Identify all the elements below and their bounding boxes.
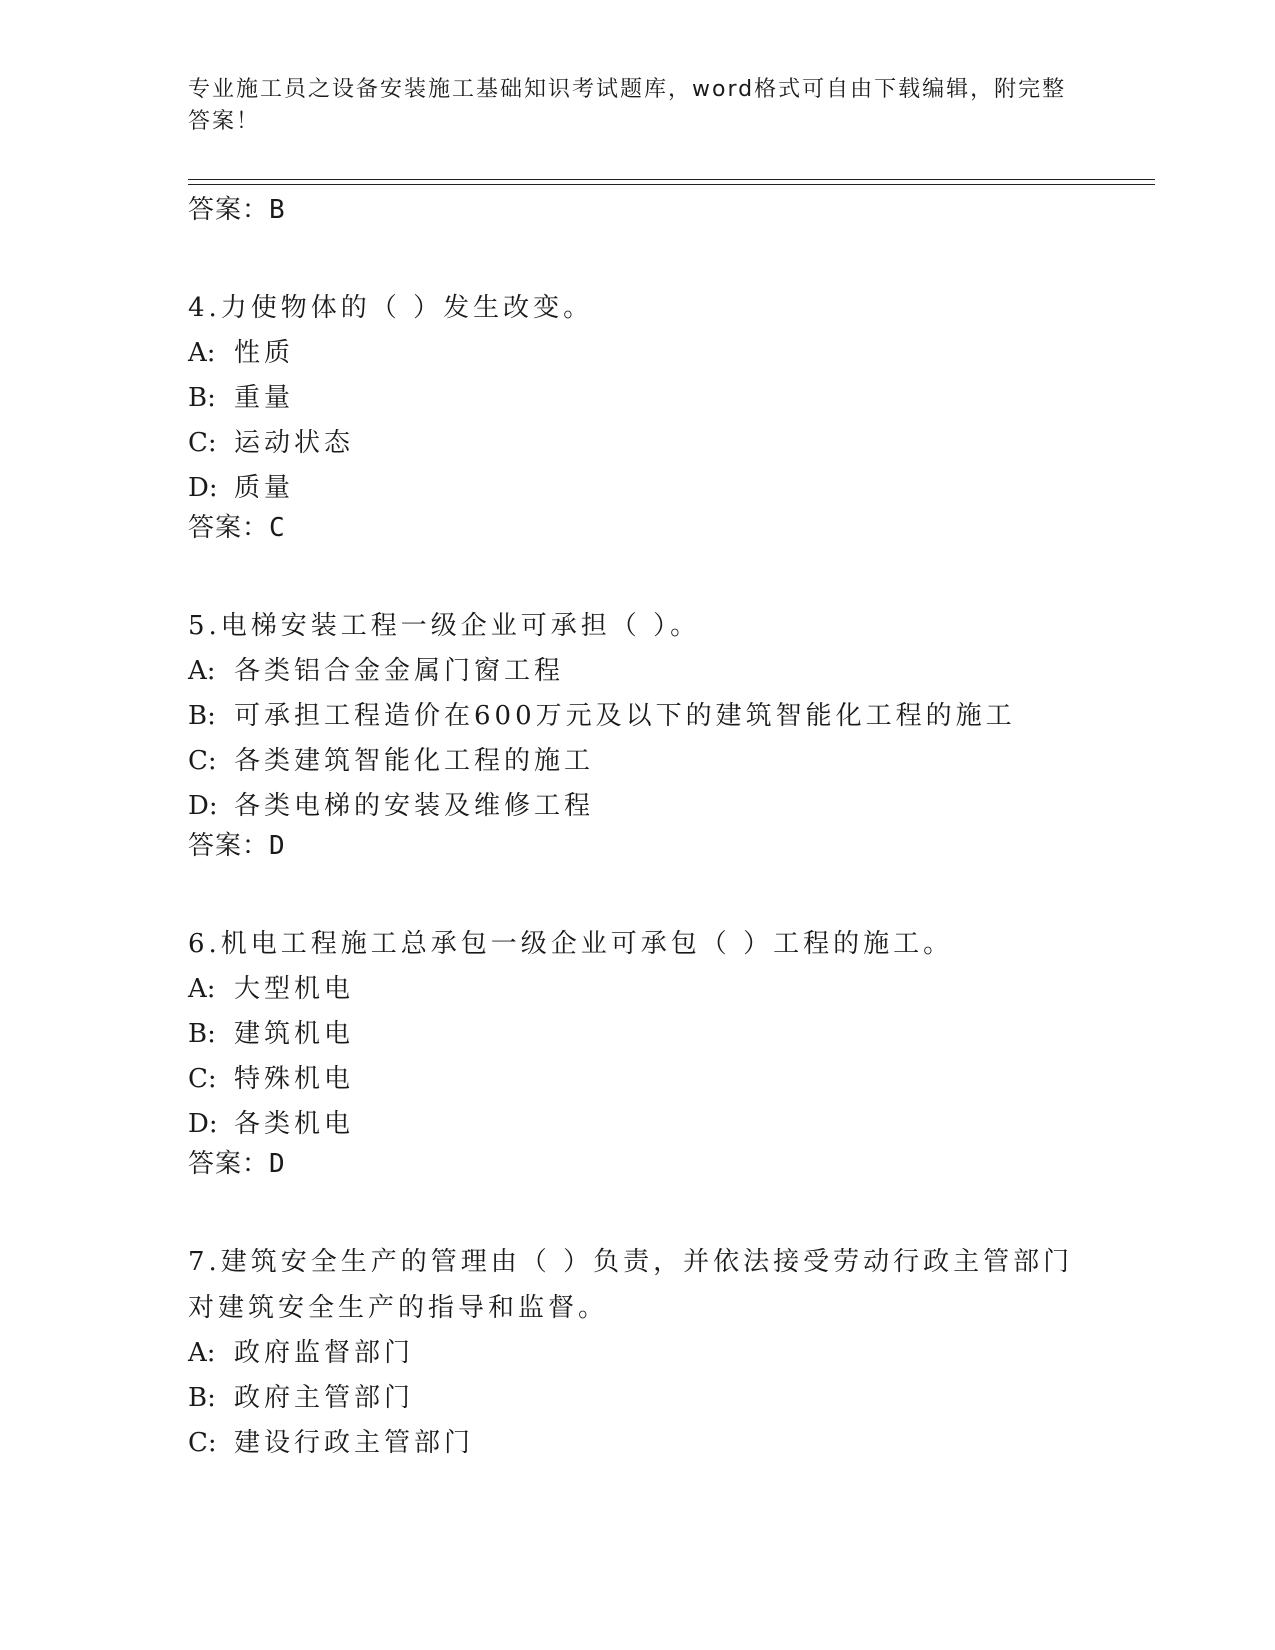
answer-line — [188, 1147, 1088, 1181]
answer-label: 答案： — [188, 831, 270, 861]
option-text: 各类机电 — [234, 1109, 355, 1139]
option-key: B: — [188, 1019, 216, 1049]
answer-option — [188, 1376, 1088, 1421]
option-key: B: — [188, 701, 216, 731]
option-text: 质量 — [234, 473, 295, 503]
question-spacer — [188, 863, 1088, 921]
answer-value: B — [269, 195, 286, 225]
option-key: B: — [188, 1383, 216, 1413]
option-key: A: — [188, 974, 216, 1004]
question-block — [188, 921, 1088, 1181]
option-key: D: — [188, 473, 218, 503]
option-key: C: — [188, 428, 217, 458]
option-key: C: — [188, 1428, 217, 1458]
option-key: C: — [188, 1064, 217, 1094]
answer-line — [188, 511, 1088, 545]
question-spacer — [188, 227, 1088, 285]
option-text: 建筑机电 — [234, 1019, 355, 1049]
option-text: 政府监督部门 — [234, 1338, 415, 1368]
answer-value: D — [269, 1149, 286, 1179]
answer-option — [188, 967, 1088, 1012]
option-text: 政府主管部门 — [234, 1383, 415, 1413]
option-key: D: — [188, 791, 218, 821]
answer-option — [188, 1331, 1088, 1376]
option-text: 各类建筑智能化工程的施工 — [234, 746, 595, 776]
answer-value: D — [269, 831, 286, 861]
answer-label: 答案： — [188, 1149, 270, 1179]
option-text: 各类铝合金金属门窗工程 — [234, 656, 565, 686]
question-list — [188, 193, 1088, 1466]
header-divider-top — [188, 179, 1155, 180]
document-header: 专业施工员之设备安装施工基础知识考试题库，word格式可自由下载编辑，附完整答案！ — [188, 77, 1067, 134]
option-text: 大型机电 — [234, 974, 355, 1004]
answer-option — [188, 331, 1088, 376]
answer-line — [188, 193, 1088, 227]
option-key: A: — [188, 656, 216, 686]
answer-option — [188, 466, 1088, 511]
option-text: 各类电梯的安装及维修工程 — [234, 791, 595, 821]
option-text: 性质 — [234, 338, 295, 368]
header-divider-bottom — [188, 184, 1155, 185]
option-text: 建设行政主管部门 — [234, 1428, 475, 1458]
answer-option — [188, 1057, 1088, 1102]
option-text: 可承担工程造价在600万元及以下的建筑智能化工程的施工 — [234, 701, 1016, 731]
answer-option — [188, 376, 1088, 421]
option-key: C: — [188, 746, 217, 776]
answer-option — [188, 1102, 1088, 1147]
option-key: A: — [188, 1338, 216, 1368]
answer-option — [188, 649, 1088, 694]
answer-option — [188, 739, 1088, 784]
answer-label: 答案： — [188, 513, 270, 543]
option-text: 重量 — [234, 383, 295, 413]
question-stem: 7.建筑安全生产的管理由（ ）负责，并依法接受劳动行政主管部门对建筑安全生产的指导和监督。 — [188, 1247, 1074, 1323]
answer-option — [188, 1421, 1088, 1466]
question-block — [188, 285, 1088, 545]
question-stem: 6.机电工程施工总承包一级企业可承包（ ）工程的施工。 — [188, 929, 954, 959]
question-stem: 4.力使物体的（ ）发生改变。 — [188, 293, 594, 323]
option-key: B: — [188, 383, 216, 413]
option-text: 特殊机电 — [234, 1064, 355, 1094]
answer-label: 答案： — [188, 195, 270, 225]
question-spacer — [188, 545, 1088, 603]
question-block — [188, 1239, 1088, 1466]
option-key: D: — [188, 1109, 218, 1139]
answer-option — [188, 1012, 1088, 1057]
answer-option — [188, 694, 1088, 739]
option-text: 运动状态 — [234, 428, 355, 458]
question-spacer — [188, 1181, 1088, 1239]
option-key: A: — [188, 338, 216, 368]
question-block — [188, 603, 1088, 863]
answer-line — [188, 829, 1088, 863]
answer-option — [188, 421, 1088, 466]
question-stem: 5.电梯安装工程一级企业可承担（ ）。 — [188, 611, 701, 641]
answer-option — [188, 784, 1088, 829]
answer-value: C — [269, 513, 286, 543]
